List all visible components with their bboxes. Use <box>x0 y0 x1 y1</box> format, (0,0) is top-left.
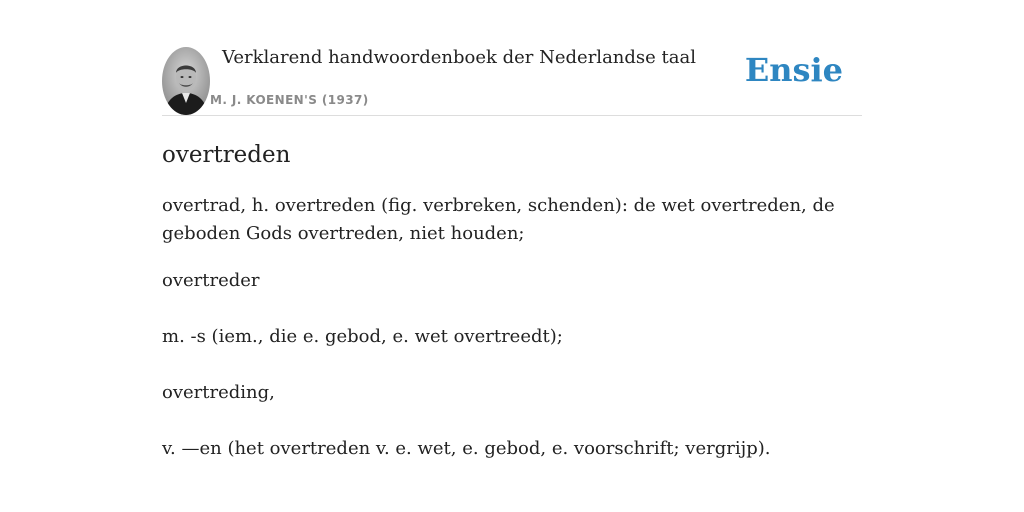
definition-paragraph: v. —en (het overtreden v. e. wet, e. gebod, e. voorschrift; vergrijp). <box>162 438 771 459</box>
sub-headword: overtreder <box>162 270 260 291</box>
author-portrait-icon[interactable] <box>162 47 210 115</box>
site-header <box>162 0 862 116</box>
dictionary-title[interactable]: Verklarend handwoordenboek der Nederlandse taal <box>222 47 696 68</box>
ensie-logo[interactable]: Ensie <box>744 51 843 89</box>
entry-body <box>162 192 862 463</box>
page <box>162 0 862 512</box>
definition-paragraph: overtrad, h. overtreden (fig. verbreken, schenden): de wet overtreden, de geboden Gods overtreden, niet houden; <box>162 195 835 244</box>
entry-headword: overtreden <box>162 142 291 168</box>
dictionary-author: M. J. KOENEN'S (1937) <box>210 93 369 107</box>
definition-paragraph: m. -s (iem., die e. gebod, e. wet overtreedt); <box>162 326 563 347</box>
sub-headword: overtreding, <box>162 382 275 403</box>
